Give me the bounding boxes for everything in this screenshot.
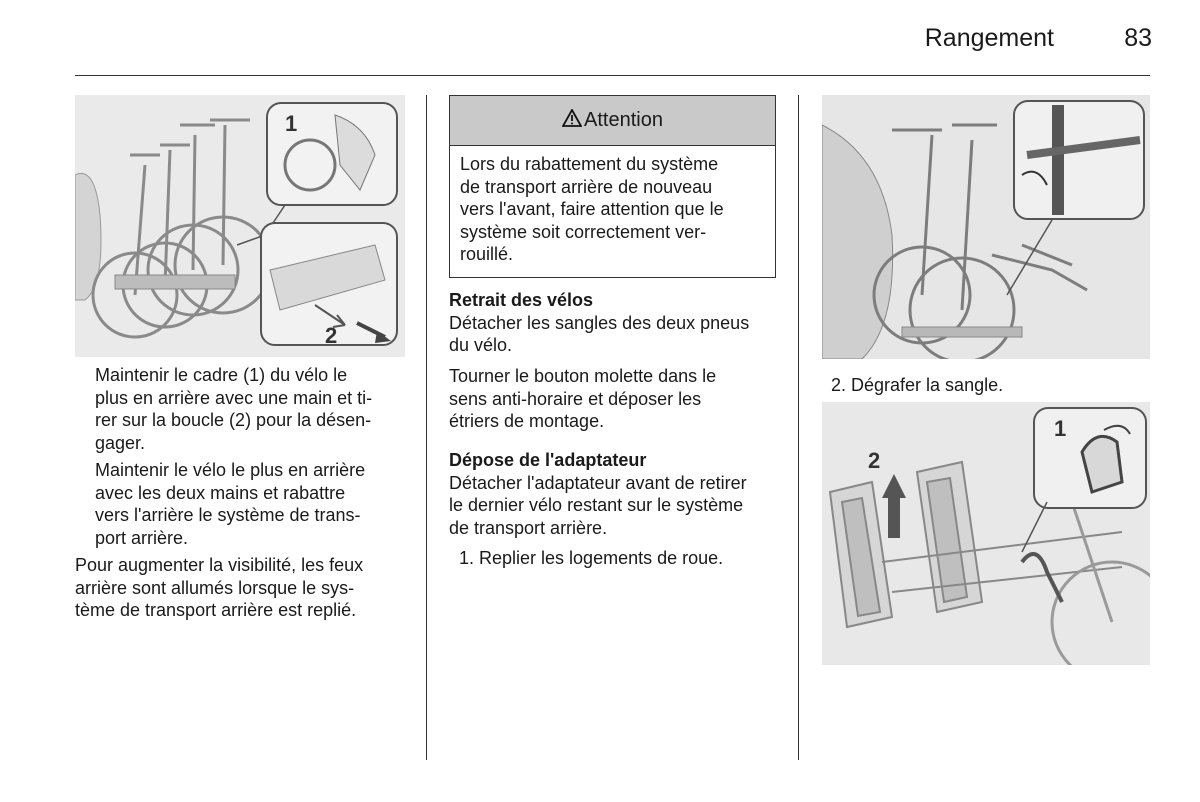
figure-callout-2: 2 bbox=[868, 448, 881, 473]
figure-callout-2: 2 bbox=[325, 323, 338, 348]
bike-on-carrier-illustration bbox=[822, 95, 1150, 359]
header-rule bbox=[75, 75, 1150, 76]
attention-body bbox=[450, 146, 775, 266]
page-number: 83 bbox=[1124, 24, 1152, 52]
text-line: avec les deux mains et rabattre bbox=[95, 482, 346, 503]
text-line: plus en arrière avec une main et ti- bbox=[95, 387, 373, 408]
instruction-paragraph-2 bbox=[95, 459, 415, 549]
text-line: gager. bbox=[95, 432, 146, 453]
text-line: sens anti-horaire et déposer les bbox=[449, 388, 702, 409]
text-line: Pour augmenter la visibilité, les feux bbox=[75, 555, 364, 575]
attention-header bbox=[450, 96, 775, 146]
section-heading: Retrait des vélos bbox=[449, 290, 594, 310]
remove-bikes-paragraph-2 bbox=[449, 365, 784, 433]
text-line: Maintenir le vélo le plus en arrière bbox=[95, 460, 366, 480]
text-line: du vélo. bbox=[449, 335, 513, 355]
text-line: étriers de montage. bbox=[449, 411, 605, 431]
text-line: rouillé. bbox=[460, 244, 514, 264]
warning-triangle-icon bbox=[562, 109, 582, 133]
text-line: arrière sont allumés lorsque le sys- bbox=[75, 577, 355, 598]
column-divider-right bbox=[798, 95, 799, 760]
text-line: Lors du rabattement du système bbox=[460, 154, 719, 174]
unhook-strap-illustration bbox=[822, 402, 1150, 665]
instruction-paragraph-1 bbox=[95, 364, 415, 454]
visibility-note bbox=[75, 554, 415, 622]
figure-bike-on-carrier bbox=[822, 95, 1150, 359]
step-2: 2. Dégrafer la sangle. bbox=[831, 375, 1004, 395]
section-heading: Dépose de l'adaptateur bbox=[449, 450, 647, 470]
text-line: vers l'arrière le système de trans- bbox=[95, 505, 361, 525]
text-line: Détacher les sangles des deux pneus bbox=[449, 312, 750, 333]
attention-title: Attention bbox=[584, 109, 663, 131]
text-line: Détacher l'adaptateur avant de retirer bbox=[449, 472, 747, 493]
text-line: tème de transport arrière est replié. bbox=[75, 600, 357, 620]
text-line: Tourner le bouton molette dans le bbox=[449, 366, 717, 386]
text-line: système soit correctement ver- bbox=[460, 221, 707, 242]
figure-bike-carrier-release bbox=[75, 95, 405, 357]
text-line: vers l'avant, faire attention que le bbox=[460, 199, 724, 219]
text-line: port arrière. bbox=[95, 527, 189, 548]
text-line: de transport arrière de nouveau bbox=[460, 176, 713, 197]
bike-carrier-release-illustration bbox=[75, 95, 405, 357]
section-remove-bikes bbox=[449, 289, 784, 357]
step-1: 1. Replier les logements de roue. bbox=[459, 548, 724, 568]
text-line: de transport arrière. bbox=[449, 517, 608, 538]
attention-box bbox=[449, 95, 776, 278]
text-line: Maintenir le cadre (1) du vélo le bbox=[95, 365, 348, 385]
text-line: le dernier vélo restant sur le système bbox=[449, 495, 744, 515]
column-divider-left bbox=[426, 95, 427, 760]
section-title: Rangement bbox=[924, 24, 1054, 52]
figure-callout-1: 1 bbox=[285, 111, 298, 136]
section-remove-adapter bbox=[449, 449, 784, 539]
figure-callout-1: 1 bbox=[1054, 416, 1067, 441]
figure-unhook-strap bbox=[822, 402, 1150, 665]
text-line: rer sur la boucle (2) pour la désen- bbox=[95, 410, 372, 430]
